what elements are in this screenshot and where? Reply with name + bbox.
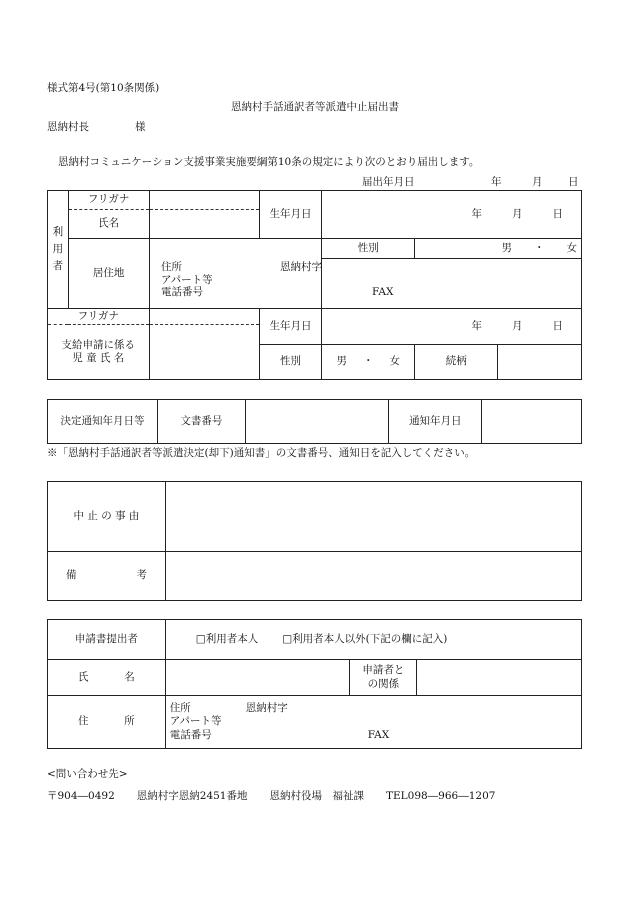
child-birthdate-label: 生年月日 <box>259 309 321 345</box>
submit-date <box>362 176 584 189</box>
address-village: 恩納村字 <box>245 702 288 715</box>
submitter-options <box>165 620 581 660</box>
decision-note: ※「恩納村手話通訳者等派遣決定(却下)通知書」の文書番号、通知日を記入してください。 <box>47 447 476 459</box>
user-side-char: 者 <box>52 260 64 273</box>
applicant-address-label <box>48 696 166 749</box>
child-label-line1: 支給申請に係る <box>61 338 136 351</box>
submit-date-month[interactable]: 月 <box>532 176 543 188</box>
form-title <box>0 101 630 114</box>
submitter-label: 申請書提出者 <box>48 620 166 660</box>
gender-female[interactable]: 女 <box>566 241 577 254</box>
user-residence-label: 居住地 <box>68 239 149 309</box>
child-furigana-label: フリガナ <box>48 309 150 325</box>
user-side-char: 用 <box>52 242 64 255</box>
child-birthdate-field[interactable] <box>322 309 582 345</box>
user-name-field[interactable] <box>149 210 259 239</box>
user-birthdate-field[interactable] <box>322 191 582 239</box>
addressee-name: 恩納村長 <box>47 121 89 133</box>
notice-date-field[interactable] <box>482 400 582 444</box>
applicant-address-field[interactable] <box>165 696 581 749</box>
apartment-label: アパート等 <box>169 715 222 728</box>
doc-number-label: 文書番号 <box>157 400 245 444</box>
user-side-label <box>48 191 69 309</box>
remarks-field[interactable] <box>165 552 581 601</box>
checkbox-self[interactable]: □利用者本人 <box>195 632 259 645</box>
user-gender-field[interactable] <box>415 239 582 259</box>
user-side-char: 利 <box>52 225 64 238</box>
intro-text: 恩納村コミュニケーション支援事業実施要綱第10条の規定により次のとおり届出します。 <box>58 156 480 168</box>
remarks-right: 考 <box>136 569 147 582</box>
address-right: 所 <box>124 715 135 728</box>
gender-separator: ・ <box>363 355 374 368</box>
relationship-field[interactable] <box>417 660 582 696</box>
contact-heading: <問い合わせ先> <box>47 768 128 780</box>
contact-address: 恩納村字恩納2451番地 <box>136 790 248 802</box>
submit-date-year[interactable]: 年 <box>491 176 502 188</box>
contact-tel: TEL098―966―1207 <box>386 790 496 802</box>
fax-label: FAX <box>372 286 394 299</box>
user-address-block <box>161 261 393 299</box>
user-name-label: 氏名 <box>68 210 149 239</box>
day-unit: 日 <box>552 207 563 220</box>
address-left: 住 <box>78 715 89 728</box>
gender-male[interactable]: 男 <box>336 355 348 368</box>
reason-label: 中 止 の 事 由 <box>48 482 166 552</box>
gender-separator: ・ <box>533 241 545 254</box>
user-furigana-field[interactable] <box>149 191 259 210</box>
year-unit: 年 <box>471 319 482 332</box>
year-unit: 年 <box>471 207 482 220</box>
reason-table <box>47 481 582 601</box>
doc-number-field[interactable] <box>245 400 389 444</box>
addressee <box>47 121 146 134</box>
decision-table <box>47 399 582 444</box>
apartment-label: アパート等 <box>161 273 213 286</box>
gender-female[interactable]: 女 <box>389 355 401 368</box>
applicant-table <box>47 619 582 749</box>
address-village: 恩納村字 <box>280 261 322 273</box>
reason-field[interactable] <box>165 482 581 552</box>
month-unit: 月 <box>512 319 523 332</box>
name-left: 氏 <box>78 670 89 683</box>
child-gender-field[interactable] <box>322 345 415 380</box>
child-relationship-field[interactable] <box>497 345 581 380</box>
form-title-text: 恩納村手話通訳者等派遣中止届出書 <box>231 101 399 113</box>
fax-label: FAX <box>367 728 390 741</box>
address-label: 住所 <box>169 702 191 715</box>
decision-date-label: 決定通知年月日等 <box>48 400 158 444</box>
child-gender-label: 性別 <box>259 345 321 380</box>
checkbox-other[interactable]: □利用者本人以外(下記の欄に記入) <box>282 632 448 645</box>
form-number: 様式第4号(第10条関係) <box>47 82 160 94</box>
phone-label: 電話番号 <box>161 286 203 299</box>
child-relationship-label: 続柄 <box>415 345 498 380</box>
contact-office: 恩納村役場 福祉課 <box>269 790 364 802</box>
name-right: 名 <box>124 670 135 683</box>
remarks-label <box>48 552 166 601</box>
contact-postal: 〒904―0492 <box>47 790 115 802</box>
relationship-line1: 申請者と <box>362 664 405 677</box>
phone-label: 電話番号 <box>169 728 212 741</box>
gender-male[interactable]: 男 <box>501 241 512 254</box>
child-label-line2: 児 童 氏 名 <box>72 352 125 364</box>
submit-date-label: 届出年月日 <box>362 176 415 188</box>
remarks-left: 備 <box>66 569 77 582</box>
day-unit: 日 <box>552 319 563 332</box>
submit-date-day[interactable]: 日 <box>568 176 579 188</box>
child-name-field[interactable] <box>149 325 259 380</box>
applicant-name-label <box>48 660 166 696</box>
relationship-label <box>350 660 417 696</box>
contact-line <box>47 790 495 803</box>
applicant-name-field[interactable] <box>165 660 350 696</box>
user-furigana-label: フリガナ <box>68 191 149 210</box>
relationship-line2: の関係 <box>367 677 400 690</box>
address-label: 住所 <box>161 261 182 273</box>
child-furigana-field[interactable] <box>149 309 259 325</box>
month-unit: 月 <box>512 207 523 220</box>
child-name-label <box>48 325 150 380</box>
addressee-honorific: 様 <box>135 121 146 133</box>
notice-date-label: 通知年月日 <box>389 400 482 444</box>
user-gender-label: 性別 <box>322 239 415 259</box>
user-birthdate-label: 生年月日 <box>259 191 321 239</box>
